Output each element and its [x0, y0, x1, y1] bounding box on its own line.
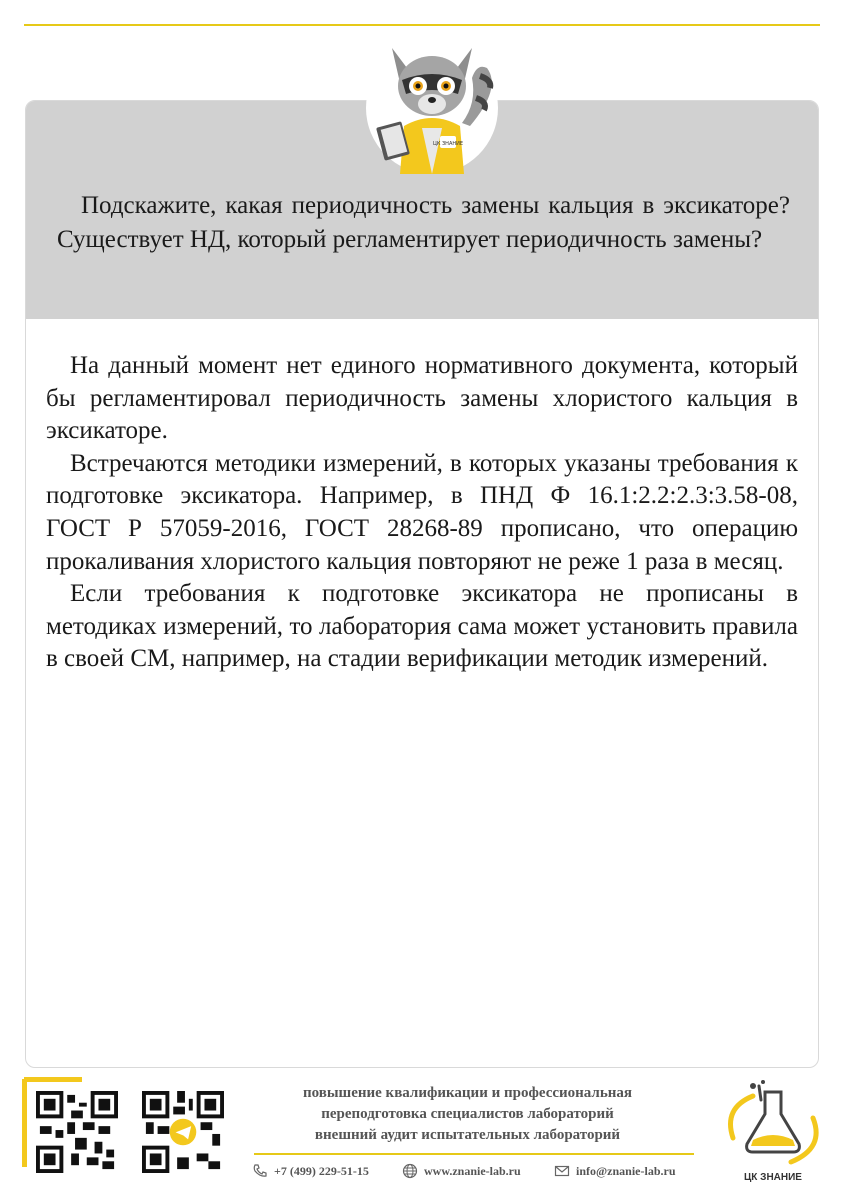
website-contact[interactable]: [402, 1163, 521, 1179]
company-logo: [713, 1078, 833, 1188]
answer-paragraph: На данный момент нет единого нормативного документа, который бы регламентировал периодичность замены хлористого кальция в эксикаторе.: [46, 352, 798, 445]
flask-logo-icon: [713, 1078, 833, 1172]
phone-icon: [252, 1163, 268, 1179]
globe-icon: [402, 1163, 418, 1179]
email-text: info@znanie-lab.ru: [576, 1163, 676, 1178]
footer-services: [245, 1083, 690, 1146]
footer-line: переподготовка специалистов лабораторий: [321, 1106, 614, 1122]
footer-divider: [254, 1153, 694, 1155]
answer-paragraph: Если требования к подготовке эксикатора не прописаны в методиках измерений, то лаборатория сама может установить правила в своей СМ, например, на стадии верификации методик измерений.: [46, 580, 798, 673]
website-text: www.znanie-lab.ru: [424, 1163, 521, 1178]
raccoon-mascot-icon: [352, 28, 512, 174]
contacts-row: [252, 1163, 702, 1183]
qr-code-icon[interactable]: [36, 1091, 118, 1173]
telegram-qr-code-icon[interactable]: [142, 1091, 224, 1173]
phone-text: +7 (499) 229-51-15: [274, 1163, 369, 1178]
footer-line: внешний аудит испытательных лабораторий: [314, 1127, 621, 1143]
email-contact[interactable]: [554, 1163, 676, 1179]
footer-line: повышение квалификации и профессиональная: [302, 1085, 633, 1101]
logo-caption: ЦК ЗНАНИЕ: [744, 1172, 802, 1183]
phone-contact[interactable]: [252, 1163, 369, 1179]
answer-text: [46, 350, 798, 676]
badge-text: ЦК ЗНАНИЕ: [432, 141, 464, 147]
question-text: Подскажите, какая периодичность замены кальция в эксикаторе? Существует НД, который регламентирует периодичность замены?: [57, 192, 790, 253]
email-icon: [554, 1163, 570, 1179]
top-divider: [24, 24, 820, 26]
answer-paragraph: Встречаются методики измерений, в которых указаны требования к подготовке эксикатора. Например, в ПНД Ф 16.1:2.2:2.3:3.58-08, ГОСТ Р 57059-2016, ГОСТ 28268-89 прописано, что операцию прокаливания хлористого кальция повторяют не реже 1 раза в месяц.: [46, 449, 798, 575]
